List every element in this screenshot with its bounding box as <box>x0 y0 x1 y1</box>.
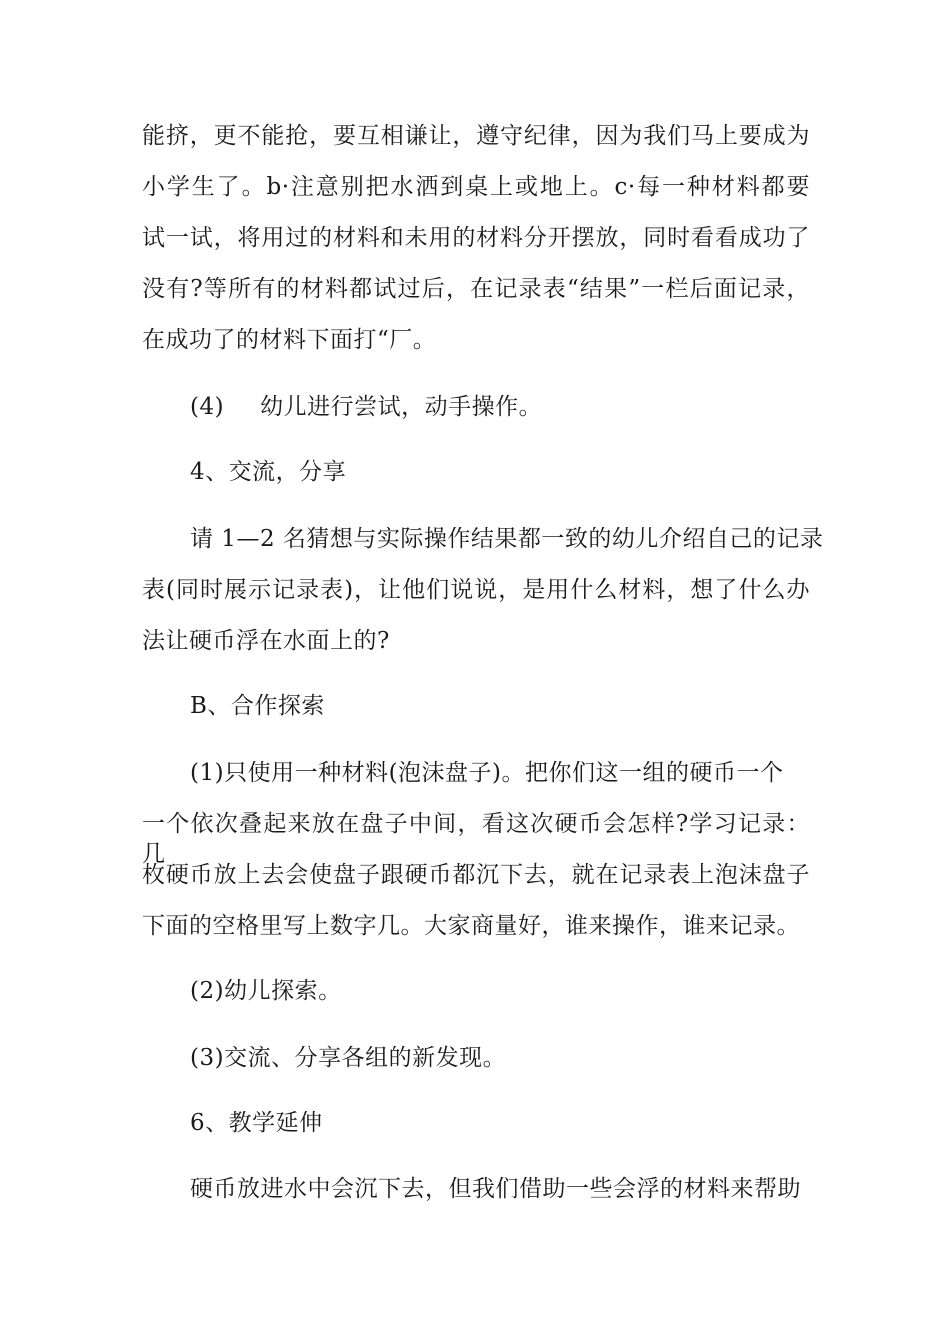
step-item: (2)幼儿探索。 <box>190 978 342 1004</box>
section-heading: 6、教学延伸 <box>190 1110 323 1136</box>
paragraph-line: 在成功了的材料下面打“厂。 <box>142 327 437 353</box>
step-item <box>190 392 542 422</box>
paragraph-line: 枚硬币放上去会使盘子跟硬币都沉下去，就在记录表上泡沫盘子 <box>142 862 810 888</box>
paragraph-line: 法让硬币浮在水面上的? <box>142 628 390 654</box>
section-heading: 4、交流，分享 <box>190 459 347 485</box>
paragraph-line: (1)只使用一种材料(泡沫盘子)。把你们这一组的硬币一个 <box>190 760 784 786</box>
paragraph-line: 硬币放进水中会沉下去，但我们借助一些会浮的材料来帮助 <box>190 1176 801 1202</box>
paragraph-line: 请 1—2 名猜想与实际操作结果都一致的幼儿介绍自己的记录 <box>190 526 824 552</box>
paragraph-line: 小学生了。b·注意别把水洒到桌上或地上。c·每一种材料都要 <box>142 174 810 200</box>
paragraph-line: 能挤，更不能抢，要互相谦让，遵守纪律，因为我们马上要成为 <box>142 123 810 149</box>
step-number: (4) <box>190 394 225 420</box>
paragraph-line: 一个依次叠起来放在盘子中间，看这次硬币会怎样?学习记录：几 <box>142 811 810 867</box>
paragraph-line: 表(同时展示记录表)，让他们说说，是用什么材料，想了什么办 <box>142 577 810 603</box>
step-item: (3)交流、分享各组的新发现。 <box>190 1045 507 1071</box>
section-heading: B、合作探索 <box>190 693 325 719</box>
paragraph-line: 没有?等所有的材料都试过后，在记录表“结果”一栏后面记录， <box>142 276 810 302</box>
step-text: 幼儿进行尝试，动手操作。 <box>260 394 543 420</box>
paragraph-line: 下面的空格里写上数字几。大家商量好，谁来操作，谁来记录。 <box>142 913 800 939</box>
paragraph-line: 试一试，将用过的材料和未用的材料分开摆放，同时看看成功了 <box>142 225 810 251</box>
